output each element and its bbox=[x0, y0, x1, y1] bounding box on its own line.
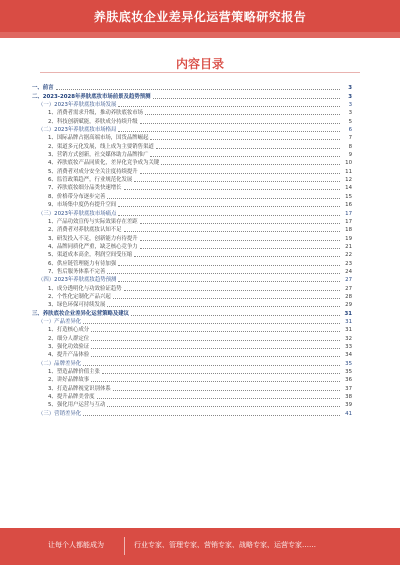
report-title: 养肤底妆企业差异化运营策略研究报告 bbox=[93, 10, 307, 24]
toc-page-number: 11 bbox=[345, 168, 352, 175]
toc-entry-title: 4、养肤底妆产品同质化，差异化竞争成为关键 bbox=[48, 160, 160, 167]
toc-leader-dots bbox=[91, 381, 340, 382]
toc-leader-dots bbox=[118, 215, 340, 216]
toc-entry-title: 6、监管政策趋严，行业规范化发展 bbox=[48, 177, 133, 184]
toc-entry[interactable] bbox=[32, 117, 352, 125]
toc-leader-dots bbox=[113, 298, 340, 299]
toc-leader-dots bbox=[107, 198, 340, 199]
toc-page-number: 24 bbox=[345, 268, 352, 275]
toc-page-number: 14 bbox=[345, 185, 352, 192]
toc-entry-title: 2、细分人群定位 bbox=[48, 335, 90, 342]
toc-entry-title: 2、科技创新赋能，养肤成分持续升级 bbox=[48, 118, 138, 125]
toc-entry-title: 一、前言 bbox=[32, 85, 54, 92]
toc-entry-title: 6、供应链管理能力有待加强 bbox=[48, 260, 117, 267]
toc-leader-dots bbox=[153, 98, 341, 99]
toc-entry-title: （一）产品差异化 bbox=[38, 318, 82, 325]
toc-entry[interactable] bbox=[32, 151, 352, 159]
toc-entry[interactable] bbox=[32, 409, 352, 417]
toc-entry[interactable] bbox=[32, 376, 352, 384]
toc-page-number: 3 bbox=[348, 110, 352, 117]
toc-page-number: 3 bbox=[348, 93, 352, 100]
toc-entry[interactable] bbox=[32, 126, 352, 134]
toc-page-number: 29 bbox=[345, 302, 352, 309]
toc-entry[interactable] bbox=[32, 243, 352, 251]
toc-leader-dots bbox=[102, 373, 340, 374]
toc-leader-dots bbox=[83, 323, 340, 324]
toc-entry-title: 2、个性化定制化产品兴起 bbox=[48, 293, 111, 300]
toc-leader-dots bbox=[56, 89, 340, 90]
toc-page-number: 31 bbox=[345, 327, 352, 334]
toc-entry-title: 4、品牌同质化严重，缺乏核心竞争力 bbox=[48, 243, 138, 250]
toc-entry[interactable] bbox=[32, 334, 352, 342]
toc-entry-title: 3、营销方式创新，社交媒体助力品牌推广 bbox=[48, 152, 149, 159]
toc-page-number: 3 bbox=[348, 102, 352, 109]
toc-entry[interactable] bbox=[32, 159, 352, 167]
toc-page-number: 5 bbox=[348, 118, 352, 125]
toc-entry[interactable] bbox=[32, 384, 352, 392]
toc-page-number: 6 bbox=[348, 127, 352, 134]
toc-page-number: 27 bbox=[345, 285, 352, 292]
toc-page-number: 16 bbox=[345, 202, 352, 209]
toc-entry[interactable] bbox=[32, 134, 352, 142]
toc-leader-dots bbox=[140, 173, 340, 174]
toc-entry[interactable] bbox=[32, 192, 352, 200]
footer-slogan: 让每个人都能成为 bbox=[48, 541, 104, 549]
toc-entry[interactable] bbox=[32, 142, 352, 150]
page-header bbox=[0, 0, 400, 32]
toc-entry[interactable] bbox=[32, 92, 352, 100]
toc-entry-title: （二）品牌差异化 bbox=[38, 360, 82, 367]
toc-entry[interactable] bbox=[32, 309, 352, 317]
toc-leader-dots bbox=[91, 356, 340, 357]
toc-entry-title: （三）营销差异化 bbox=[38, 410, 82, 417]
toc-page-number: 18 bbox=[345, 227, 352, 234]
toc-divider bbox=[40, 72, 360, 73]
toc-entry[interactable] bbox=[32, 226, 352, 234]
toc-entry[interactable] bbox=[32, 109, 352, 117]
toc-entry-title: 3、研发投入不足，创新能力有待提升 bbox=[48, 235, 138, 242]
toc-entry[interactable] bbox=[32, 318, 352, 326]
toc-entry[interactable] bbox=[32, 276, 352, 284]
toc-entry-title: 1、国际品牌占据高端市场，国货品牌崛起 bbox=[48, 135, 149, 142]
toc-entry-title: 1、打造核心成分 bbox=[48, 327, 90, 334]
footer-divider bbox=[124, 537, 125, 555]
toc-page-number: 15 bbox=[345, 193, 352, 200]
toc-page-number: 33 bbox=[345, 344, 352, 350]
toc-entry-title: 5、强化用户运营与互动 bbox=[48, 402, 106, 409]
toc-entry-title: 2、消费者对养肤底妆认知不足 bbox=[48, 227, 122, 234]
toc-page-number: 31 bbox=[345, 318, 352, 325]
toc-title: 内容目录 bbox=[175, 57, 224, 71]
toc-entry[interactable] bbox=[32, 251, 352, 259]
toc-leader-dots bbox=[118, 281, 340, 282]
toc-entry[interactable] bbox=[32, 101, 352, 109]
toc-page-number: 36 bbox=[345, 377, 352, 384]
toc-leader-dots bbox=[161, 164, 340, 165]
table-of-contents bbox=[32, 84, 352, 418]
toc-entry[interactable] bbox=[32, 268, 352, 276]
toc-leader-dots bbox=[113, 390, 340, 391]
toc-page-number: 8 bbox=[348, 143, 352, 150]
toc-entry[interactable] bbox=[32, 301, 352, 309]
toc-leader-dots bbox=[124, 189, 340, 190]
toc-leader-dots bbox=[140, 240, 340, 241]
toc-leader-dots bbox=[97, 398, 340, 399]
toc-page-number: 22 bbox=[345, 252, 352, 259]
toc-page-number: 23 bbox=[345, 260, 352, 267]
toc-entry-title: 1、产品功效宣传与实际效果存在差距 bbox=[48, 218, 138, 225]
toc-page-number: 9 bbox=[348, 152, 352, 159]
toc-leader-dots bbox=[118, 131, 340, 132]
toc-entry-title: 3、绿色环保可持续发展 bbox=[48, 302, 106, 309]
toc-leader-dots bbox=[150, 156, 340, 157]
toc-entry-title: 5、渠道成本高企，利润空间受压缩 bbox=[48, 252, 133, 259]
toc-entry[interactable] bbox=[32, 351, 352, 359]
toc-leader-dots bbox=[124, 290, 340, 291]
toc-page-number: 3 bbox=[348, 85, 352, 92]
toc-page-number: 39 bbox=[345, 402, 352, 409]
toc-entry-title: 7、售后服务体系不完善 bbox=[48, 268, 106, 275]
toc-leader-dots bbox=[83, 415, 340, 416]
toc-leader-dots bbox=[118, 106, 340, 107]
toc-leader-dots bbox=[107, 406, 340, 407]
toc-leader-dots bbox=[134, 181, 340, 182]
toc-entry[interactable] bbox=[32, 368, 352, 376]
toc-page-number: 41 bbox=[345, 410, 352, 417]
toc-entry-title: （一）2023年养肤底妆市场发展 bbox=[38, 102, 117, 109]
toc-page-number: 12 bbox=[345, 177, 352, 184]
toc-entry[interactable] bbox=[32, 293, 352, 301]
toc-leader-dots bbox=[91, 348, 340, 349]
toc-leader-dots bbox=[156, 148, 340, 149]
toc-page-number: 38 bbox=[345, 394, 352, 401]
toc-entry[interactable] bbox=[32, 167, 352, 175]
toc-page-number: 27 bbox=[345, 277, 352, 284]
toc-leader-dots bbox=[140, 223, 340, 224]
toc-page-number: 31 bbox=[344, 310, 352, 317]
toc-page-number: 34 bbox=[345, 352, 352, 359]
toc-leader-dots bbox=[91, 331, 340, 332]
toc-entry-title: 8、价格带分布逐步完善 bbox=[48, 193, 106, 200]
toc-leader-dots bbox=[83, 365, 340, 366]
toc-entry[interactable] bbox=[32, 84, 352, 92]
toc-page-number: 7 bbox=[348, 135, 352, 142]
toc-leader-dots bbox=[150, 139, 340, 140]
toc-entry[interactable] bbox=[32, 359, 352, 367]
toc-entry-title: 二、2023-2028年养肤底妆市场前景及趋势预测 bbox=[32, 93, 151, 100]
toc-leader-dots bbox=[145, 114, 340, 115]
toc-entry[interactable] bbox=[32, 284, 352, 292]
toc-entry[interactable] bbox=[32, 343, 352, 351]
toc-entry[interactable] bbox=[32, 218, 352, 226]
toc-leader-dots bbox=[131, 315, 340, 316]
toc-entry-title: 4、提升产品体验 bbox=[48, 352, 90, 359]
toc-entry-title: 1、消费者需求升级，推动养肤底妆市场 bbox=[48, 110, 144, 117]
toc-entry[interactable] bbox=[32, 259, 352, 267]
toc-page-number: 35 bbox=[345, 360, 352, 367]
header-stripe bbox=[0, 32, 400, 38]
toc-leader-dots bbox=[118, 206, 340, 207]
toc-page-number: 17 bbox=[345, 210, 352, 217]
toc-entry-title: 三、养肤底妆企业差异化运营策略及建议 bbox=[32, 310, 130, 317]
toc-leader-dots bbox=[91, 340, 340, 341]
toc-leader-dots bbox=[107, 306, 340, 307]
toc-entry-title: 3、打造品牌视觉识别体系 bbox=[48, 385, 111, 392]
toc-page-number: 17 bbox=[345, 218, 352, 225]
toc-entry-title: 4、提升品牌美誉度 bbox=[48, 394, 95, 401]
toc-entry-title: （三）2023年养肤底妆市场痛点 bbox=[38, 210, 117, 217]
toc-page-number: 35 bbox=[345, 369, 352, 376]
toc-leader-dots bbox=[124, 231, 340, 232]
toc-entry-title: 2、讲好品牌故事 bbox=[48, 377, 90, 384]
toc-entry-title: 5、消费者对成分安全关注度持续提升 bbox=[48, 168, 138, 175]
toc-entry[interactable] bbox=[32, 184, 352, 192]
toc-leader-dots bbox=[140, 248, 340, 249]
toc-entry[interactable] bbox=[32, 234, 352, 242]
footer-expert-list: 行业专家、管理专家、营销专家、战略专家、运营专家…… bbox=[134, 541, 316, 549]
toc-page-number: 10 bbox=[345, 160, 352, 167]
toc-page-number: 21 bbox=[345, 243, 352, 250]
toc-page-number: 37 bbox=[345, 385, 352, 392]
toc-entry-title: 2、渠道多元化发展，线上成为主要销售渠道 bbox=[48, 143, 154, 150]
toc-page-number: 32 bbox=[345, 335, 352, 342]
toc-leader-dots bbox=[134, 256, 340, 257]
toc-entry[interactable] bbox=[32, 326, 352, 334]
toc-leader-dots bbox=[107, 273, 340, 274]
toc-leader-dots bbox=[118, 265, 340, 266]
toc-entry[interactable] bbox=[32, 209, 352, 217]
page-footer bbox=[0, 528, 400, 565]
toc-entry-title: 7、养肤底妆细分品类快速增长 bbox=[48, 185, 122, 192]
toc-entry-title: （二）2023年养肤底妆市场格局 bbox=[38, 127, 117, 134]
toc-page-number: 28 bbox=[345, 293, 352, 300]
toc-entry-title: 9、市场集中度仍有提升空间 bbox=[48, 202, 117, 209]
toc-entry-title: 1、成分透明化与功效验证趋势 bbox=[48, 285, 122, 292]
toc-entry[interactable] bbox=[32, 401, 352, 409]
toc-entry-title: 1、塑造品牌价值主张 bbox=[48, 369, 100, 376]
toc-leader-dots bbox=[140, 123, 340, 124]
toc-entry[interactable] bbox=[32, 393, 352, 401]
toc-entry-title: 3、强化功效验证 bbox=[48, 344, 90, 350]
toc-entry[interactable] bbox=[32, 201, 352, 209]
toc-page-number: 19 bbox=[345, 235, 352, 242]
toc-entry-title: （四）2023年养肤底妆趋势预测 bbox=[38, 277, 117, 284]
toc-entry[interactable] bbox=[32, 176, 352, 184]
